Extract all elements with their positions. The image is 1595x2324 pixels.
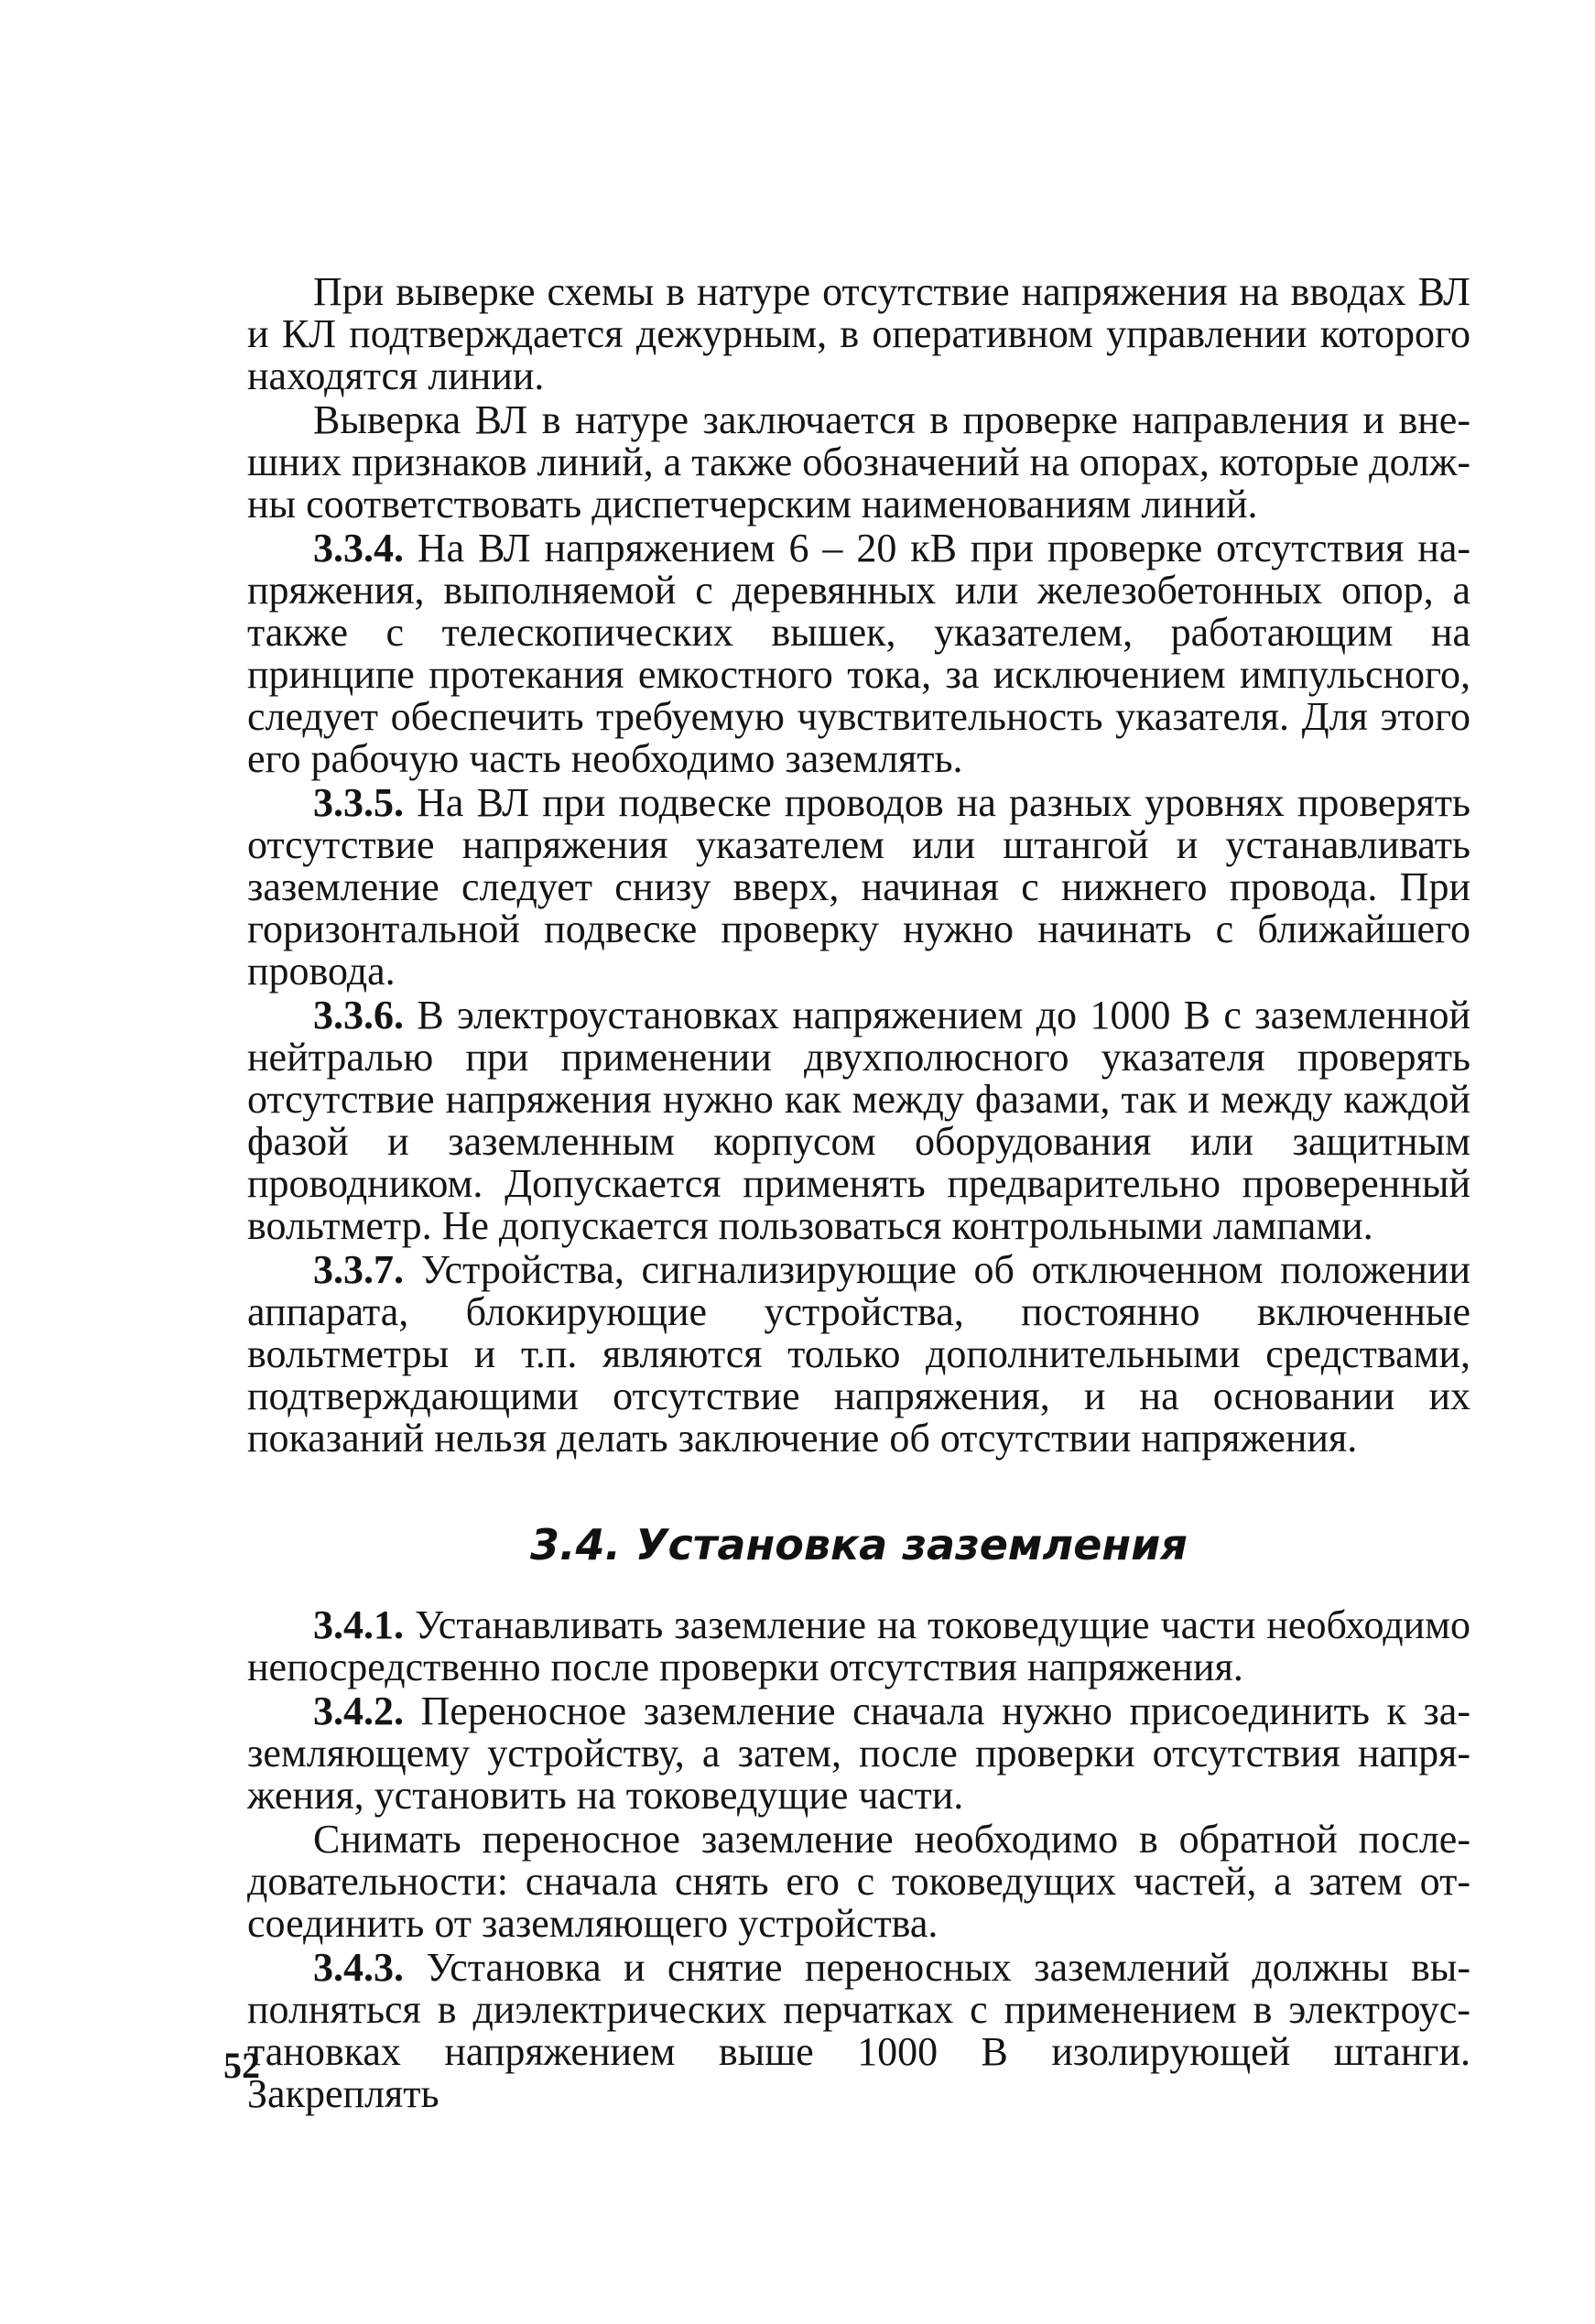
paragraph-verification-inputs — [247, 271, 1470, 397]
paragraph-text: При выверке схемы в натуре отсутствие напряжения на вводах ВЛ и КЛ подтверждается дежурным, в оперативном управлении которого находятся линии. — [247, 269, 1470, 398]
clause-3-4-1 — [247, 1604, 1470, 1689]
clause-text: На ВЛ при подвеске проводов на разных уровнях проверять отсутствие напряжения указателем или штангой и устанавливать заземление следует снизу вверх, начиная с нижнего провода. При горизонтальной подвеске проверку нужно начинать с ближайшего провода. — [247, 780, 1470, 994]
clause-number: 3.4.3. — [313, 1945, 404, 1990]
page-body-text — [247, 271, 1470, 2117]
clause-3-3-4 — [247, 527, 1470, 780]
clause-number: 3.4.1. — [313, 1602, 404, 1647]
clause-number: 3.3.7. — [313, 1247, 404, 1292]
clause-text: Устройства, сигнализирующие об отключенном положении аппарата, блокирующие устройства, постоянно включенные вольтметры и т.п. являются только дополнительными средствами, подтверждающими отсутствие напряжения, и на основании их показаний нельзя делать заключение об отсутствии напряжения. — [247, 1247, 1470, 1461]
paragraph-removal-order — [247, 1819, 1470, 1945]
clause-number: 3.3.6. — [313, 993, 404, 1037]
paragraph-text: Снимать переносное заземление необходимо в обратной последовательности: сначала снять его с токоведущих частей, а затем отсоединить от заземляющего устройства. — [247, 1817, 1470, 1946]
clause-number: 3.4.2. — [313, 1689, 404, 1733]
clause-text: На ВЛ напряжением 6 – 20 кВ при проверке отсутствия напряжения, выполняемой с деревянных или железобетонных опор, а также с телескопических вышек, указателем, работающим на принципе протекания емкостного тока, за исключением импульсного, следует обеспечить требуемую чувствительность указателя. Для этого его рабочую часть необходимо заземлять. — [247, 526, 1471, 781]
paragraph-text: Выверка ВЛ в натуре заключается в проверке направления и внешних признаков линий, а также обозначений на опорах, которые должны соответствовать диспетчерским наименованиям линий. — [247, 397, 1470, 527]
clause-3-4-2 — [247, 1690, 1470, 1817]
clause-number: 3.3.5. — [313, 780, 404, 825]
clause-3-3-5 — [247, 782, 1470, 993]
clause-text: Устанавливать заземление на токоведущие части необходимо непосредственно после проверки отсутствия напряжения. — [247, 1602, 1470, 1689]
clause-3-4-3 — [247, 1947, 1470, 2115]
clause-3-3-6 — [247, 994, 1470, 1247]
clause-text: Установка и снятие переносных заземлений должны выполняться в диэлектрических перчатках с применением в электроустановках напряжением выше 1000 В изолирующей штанги. Закреплять — [247, 1945, 1470, 2116]
section-heading: 3.4. Установка заземления — [530, 1520, 1188, 1569]
clause-text: В электроустановках напряжением до 1000 В с заземленной нейтралью при применении двухполюсного указателя проверять отсутствие напряжения нужно как между фазами, так и между каждой фазой и заземленным корпусом оборудования или защитным проводником. Допускается применять предварительно проверенный вольтметр. Не допускается пользоваться контрольными лампами. — [247, 993, 1471, 1248]
page-number: 52 — [223, 2045, 260, 2086]
clause-3-3-7 — [247, 1249, 1470, 1460]
clause-text: Переносное заземление сначала нужно присоединить к заземляющему устройству, а затем, после проверки отсутствия напряжения, установить на токоведущие части. — [247, 1689, 1470, 1818]
paragraph-line-verification — [247, 399, 1470, 526]
clause-number: 3.3.4. — [313, 526, 404, 570]
